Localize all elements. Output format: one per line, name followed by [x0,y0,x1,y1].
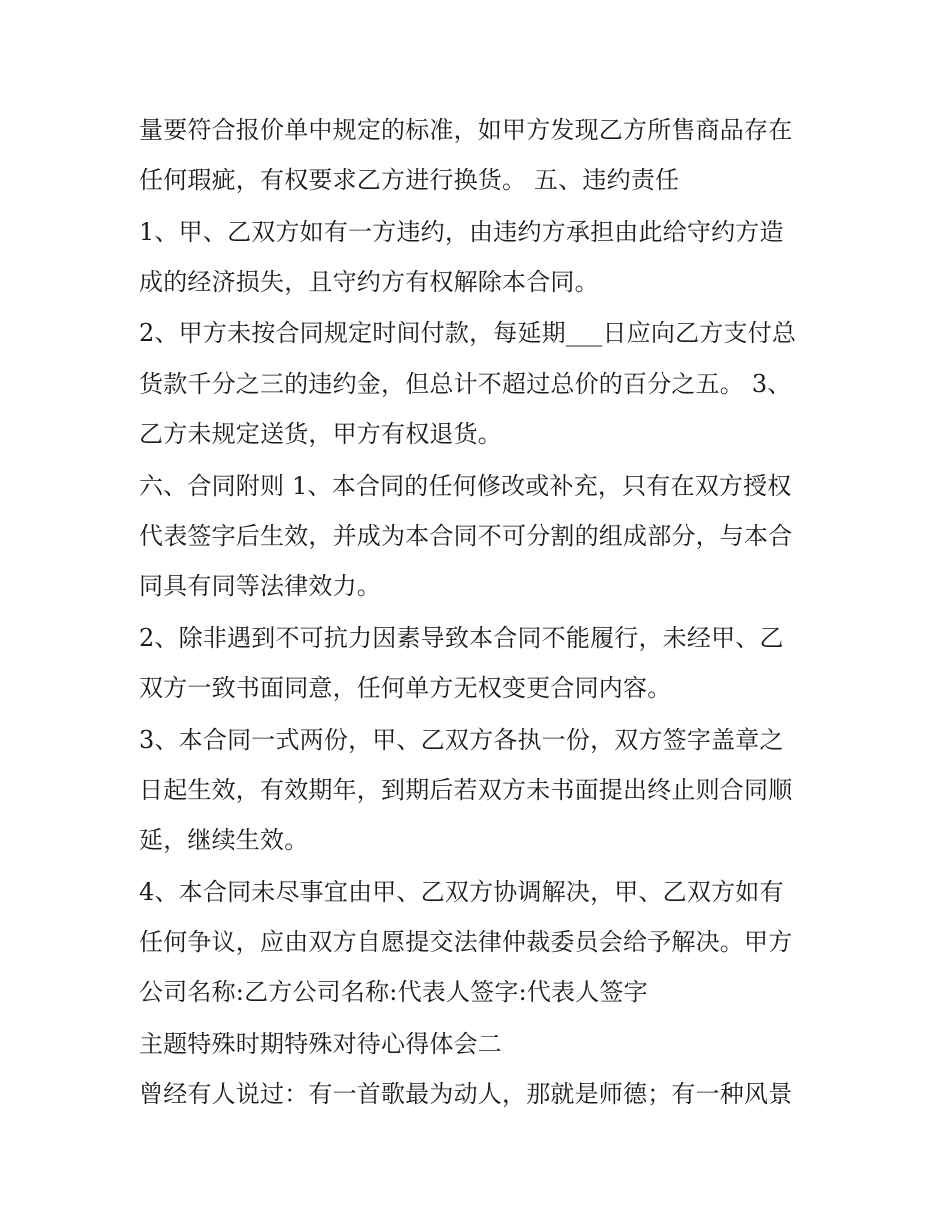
text-line: 成的经济损失，且守约方有权解除本合同。 [139,268,599,296]
text-line: 量要符合报价单中规定的标准，如甲方发现乙方所售商品存在 [139,116,793,144]
text-line: 3、本合同一式两份，甲、乙双方各执一份，双方签字盖章之 [139,726,784,754]
text-line: 同具有同等法律效力。 [139,572,381,600]
text-line: 代表签字后生效，并成为本合同不可分割的组成部分，与本合 [139,522,793,550]
text-line: 4、本合同未尽事宜由甲、乙双方协调解决，甲、乙双方如有 [139,878,784,906]
text-line: 双方一致书面同意，任何单方无权变更合同内容。 [139,674,672,702]
text-line: 曾经有人说过：有一首歌最为动人，那就是师德；有一种风景 [139,1080,793,1108]
text-line: 公司名称:乙方公司名称:代表人签字:代表人签字 [139,978,648,1006]
text-line: 日起生效，有效期年，到期后若双方未书面提出终止则合同顺 [139,776,793,804]
text-line: 六、合同附则 1、本合同的任何修改或补充，只有在双方授权 [139,472,792,500]
text-line: 2、除非遇到不可抗力因素导致本合同不能履行，未经甲、乙 [139,624,784,652]
section-heading: 主题特殊时期特殊对待心得体会二 [139,1030,502,1058]
text-line: 2、甲方未按合同规定时间付款，每延期___日应向乙方支付总 [139,319,797,347]
text-line: 乙方未规定送货，甲方有权退货。 [139,420,502,448]
text-line: 1、甲、乙双方如有一方违约，由违约方承担由此给守约方造 [139,218,784,246]
text-line: 任何争议，应由双方自愿提交法律仲裁委员会给予解决。甲方 [139,928,793,956]
text-line: 任何瑕疵，有权要求乙方进行换货。 五、违约责任 [139,166,680,194]
text-line: 延，继续生效。 [139,826,309,854]
text-line: 货款千分之三的违约金，但总计不超过总价的百分之五。 3、 [139,370,792,398]
